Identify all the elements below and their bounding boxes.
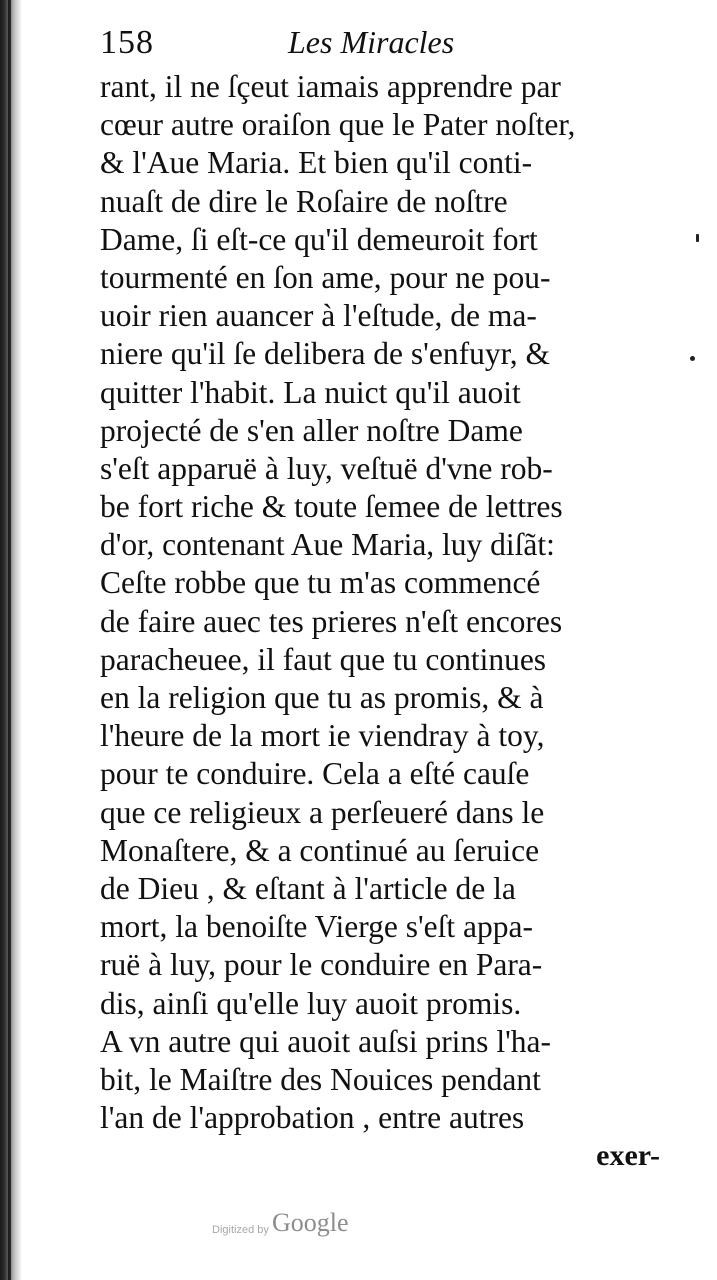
text-line: l'an de l'approbation , entre autres [100,1100,525,1136]
text-line: pour te conduire. Cela a eſté cauſe [100,756,530,792]
text-line: Dame, ſi eſt-ce qu'il demeuroit fort [100,221,538,257]
text-line: tourmenté en ſon ame, pour ne pou- [100,259,551,295]
text-line: projecté de s'en aller noſtre Dame [100,412,523,448]
ink-speck [690,356,695,361]
page-binding-shadow [0,0,24,1280]
text-line: paracheuee, il faut que tu continues [100,641,547,677]
digitized-by-label: Digitized by [212,1224,269,1236]
page-edge-line [8,0,11,1280]
google-logo: Google [272,1208,349,1237]
text-line: quitter l'habit. La nuict qu'il auoit [100,374,521,410]
catchword-line [100,1137,660,1175]
text-line: nuaſt de dire le Roſaire de noſtre [100,183,508,219]
text-line: uoir rien auancer à l'eſtude, de ma- [100,298,537,334]
text-line: s'eſt apparuë à luy, veſtuë d'vne rob- [100,450,553,486]
body-text [100,68,660,1175]
page-header [100,24,660,68]
text-line: de Dieu , & eſtant à l'article de la [100,870,516,906]
text-line: be fort riche & toute ſemee de lettres [100,489,563,525]
text-line: dis, ainſi qu'elle luy auoit promis. [100,985,522,1021]
text-line: rant, il ne ſçeut iamais apprendre par [100,69,561,104]
catchword: exer- [596,1139,660,1173]
running-title: Les Miracles [288,24,455,60]
page-number: 158 [100,24,154,61]
text-line: de faire auec tes prieres n'eſt encores [100,603,563,639]
text-line: Monaſtere, & a continué au ſeruice [100,832,540,868]
text-line: l'heure de la mort ie viendray à toy, [100,718,545,754]
text-line: Ceſte robbe que tu m'as commencé [100,565,541,601]
text-line: niere qu'il ſe delibera de s'enfuyr, & [100,336,551,372]
text-line: en la religion que tu as promis, & à [100,680,544,715]
text-line: cœur autre oraiſon que le Pater noſter, [100,107,576,143]
digitization-watermark [200,1208,520,1248]
text-line: A vn autre qui auoit auſsi prins l'ha- [100,1023,551,1059]
text-line: d'or, contenant Aue Maria, luy diſãt: [100,527,555,563]
ink-speck [696,234,699,242]
text-line: & l'Aue Maria. Et bien qu'il conti- [100,145,533,181]
text-line: que ce religieux a perſeueré dans le [100,794,545,830]
text-line: bit, le Maiſtre des Nouices pendant [100,1061,541,1097]
text-line: mort, la benoiſte Vierge s'eſt appa- [100,909,533,945]
text-line: ruë à luy, pour le conduire en Para- [100,947,543,983]
